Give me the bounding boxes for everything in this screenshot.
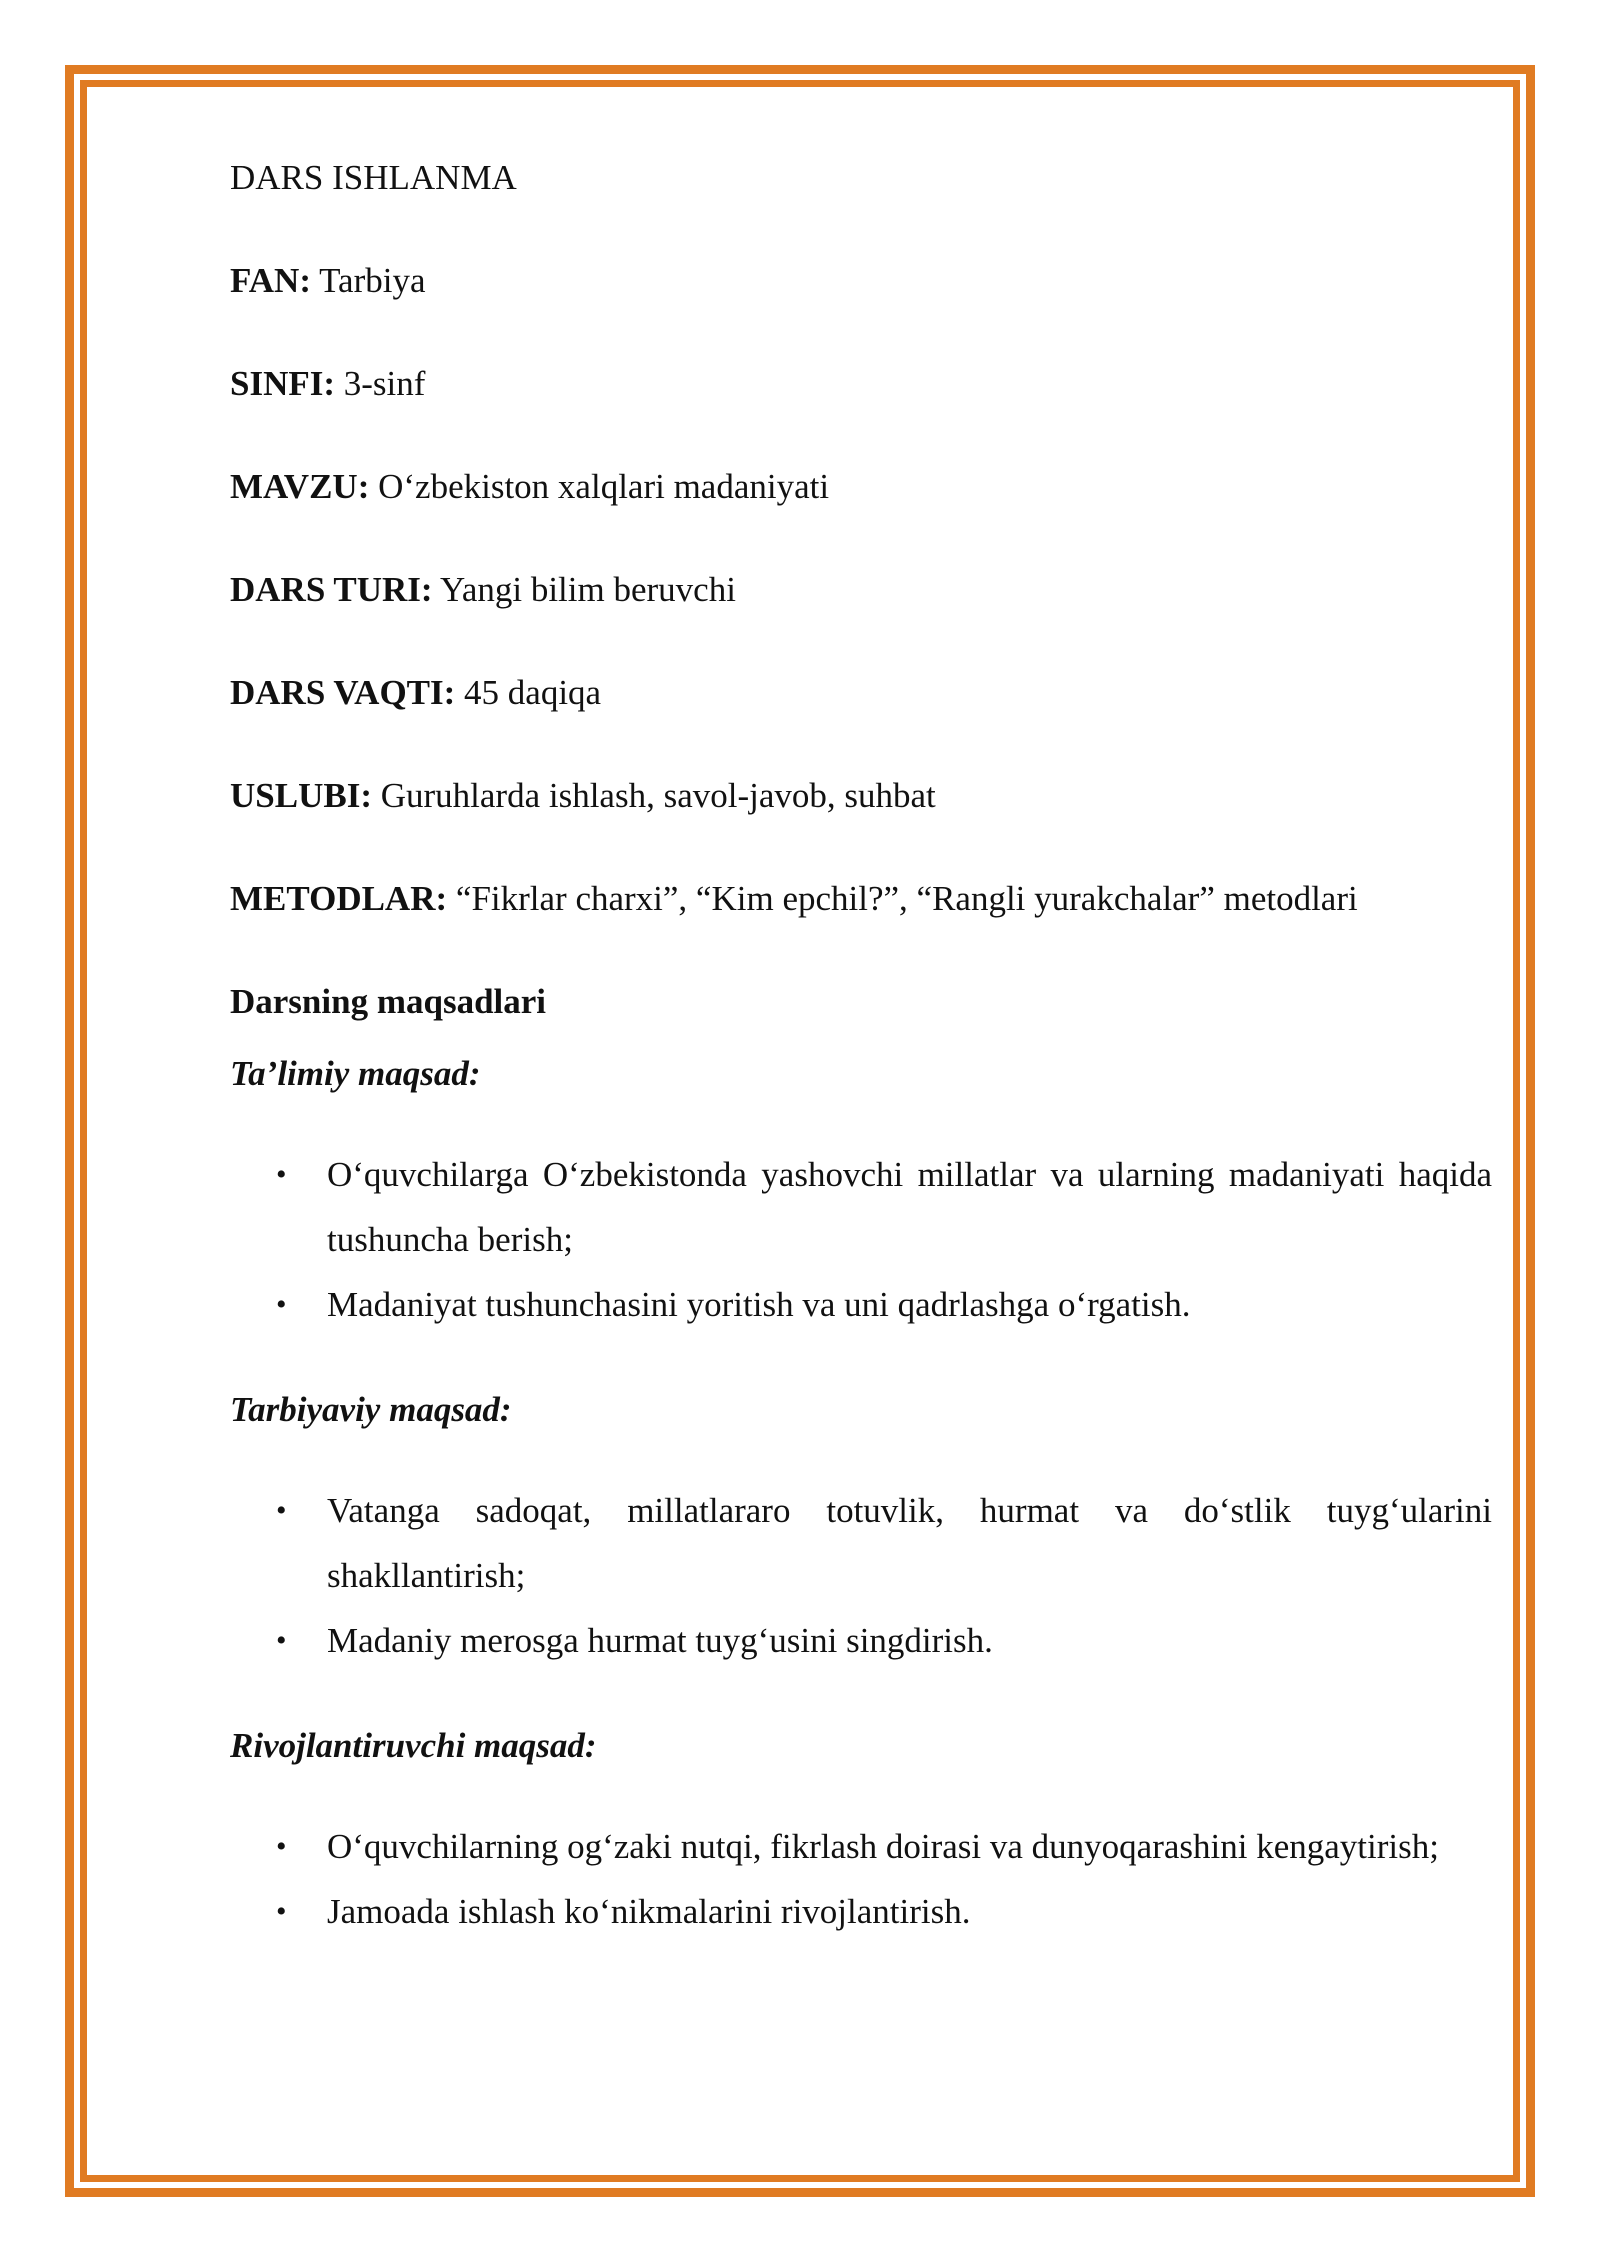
list-item [230, 1879, 1492, 1944]
field-fan [230, 259, 426, 303]
section-title-talimiy: Ta’limiy maqsad: [230, 1054, 481, 1093]
bullet-icon: • [276, 1158, 287, 1191]
field-value: O‘zbekiston xalqlari madaniyati [378, 467, 830, 506]
bullet-icon: • [276, 1624, 287, 1657]
field-metodlar [230, 877, 1358, 921]
list-item [230, 1814, 1492, 1879]
field-value: Guruhlarda ishlash, savol-javob, suhbat [380, 776, 936, 815]
field-value: 3-sinf [343, 364, 426, 403]
list-item-text: Jamoada ishlash ko‘nikmalarini rivojlantirish. [327, 1892, 971, 1931]
field-label: SINFI: [230, 364, 336, 403]
field-value: “Fikrlar charxi”, “Kim epchil?”, “Rangli yurakchalar” metodlari [455, 879, 1358, 918]
field-value: 45 daqiqa [464, 673, 602, 712]
list-item-text: Madaniyat tushunchasini yoritish va uni qadrlashga o‘rgatish. [327, 1285, 1191, 1324]
list-item-text: Vatanga sadoqat, millatlararo totuvlik, hurmat va do‘stlik tuyg‘ularini shakllantirish; [327, 1491, 1492, 1595]
bullet-icon: • [276, 1895, 287, 1928]
bullet-list-talimiy [230, 1142, 1492, 1337]
field-mavzu [230, 465, 829, 509]
field-dars-turi [230, 568, 736, 612]
list-item-text: O‘quvchilarga O‘zbekistonda yashovchi millatlar va ularning madaniyati haqida tushuncha berish; [327, 1155, 1492, 1259]
list-item [230, 1272, 1492, 1337]
list-item [230, 1142, 1492, 1272]
field-label: DARS VAQTI: [230, 673, 456, 712]
field-label: MAVZU: [230, 467, 370, 506]
field-value: Tarbiya [319, 261, 426, 300]
list-item [230, 1608, 1492, 1673]
bullet-list-rivojlantiruvchi [230, 1814, 1492, 1944]
section-title-tarbiyaviy: Tarbiyaviy maqsad: [230, 1390, 512, 1429]
bullet-list-tarbiyaviy [230, 1478, 1492, 1673]
section-title-rivojlantiruvchi: Rivojlantiruvchi maqsad: [230, 1726, 597, 1765]
bullet-icon: • [276, 1288, 287, 1321]
field-sinfi [230, 362, 425, 406]
field-label: METODLAR: [230, 879, 448, 918]
list-item-text: O‘quvchilarning og‘zaki nutqi, fikrlash doirasi va dunyoqarashini kengaytirish; [327, 1827, 1439, 1866]
field-uslubi [230, 774, 936, 818]
bullet-icon: • [276, 1494, 287, 1527]
document-header: DARS ISHLANMA [230, 158, 517, 197]
field-label: FAN: [230, 261, 311, 300]
list-item-text: Madaniy merosga hurmat tuyg‘usini singdirish. [327, 1621, 993, 1660]
field-value: Yangi bilim beruvchi [440, 570, 736, 609]
list-item [230, 1478, 1492, 1608]
bullet-icon: • [276, 1830, 287, 1863]
field-dars-vaqti [230, 671, 601, 715]
field-label: DARS TURI: [230, 570, 433, 609]
goals-title: Darsning maqsadlari [230, 982, 547, 1021]
field-label: USLUBI: [230, 776, 372, 815]
